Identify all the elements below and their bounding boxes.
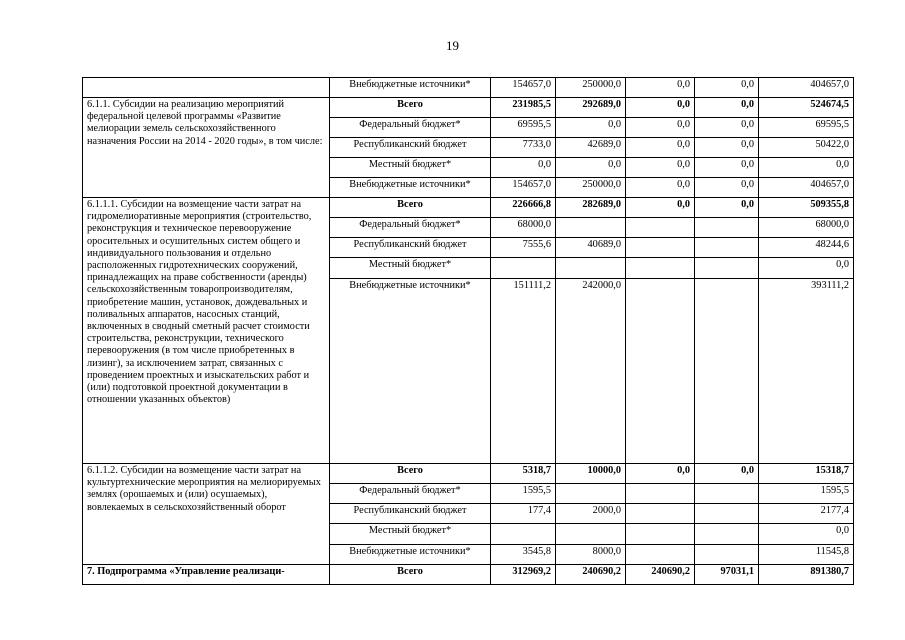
value-cell: 0,0 [695, 198, 759, 218]
source-cell: Местный бюджет* [330, 524, 491, 545]
value-cell: 231985,5 [491, 98, 556, 118]
value-cell: 0,0 [491, 158, 556, 178]
total-cell: 15318,7 [759, 464, 854, 484]
total-cell: 509355,8 [759, 198, 854, 218]
value-cell [695, 238, 759, 258]
value-cell: 5318,7 [491, 464, 556, 484]
value-cell: 0,0 [695, 138, 759, 158]
value-cell [491, 258, 556, 279]
source-cell: Местный бюджет* [330, 158, 491, 178]
total-cell: 69595,5 [759, 118, 854, 138]
total-cell: 891380,7 [759, 565, 854, 585]
value-cell: 10000,0 [556, 464, 626, 484]
value-cell: 226666,8 [491, 198, 556, 218]
value-cell: 0,0 [626, 158, 695, 178]
description-cell: 7. Подпрограмма «Управление реализаци- [83, 565, 330, 585]
value-cell [626, 279, 695, 464]
value-cell: 240690,2 [556, 565, 626, 585]
source-cell: Федеральный бюджет* [330, 118, 491, 138]
value-cell: 250000,0 [556, 78, 626, 98]
value-cell: 242000,0 [556, 279, 626, 464]
source-cell: Всего [330, 464, 491, 484]
source-cell: Всего [330, 98, 491, 118]
value-cell [626, 545, 695, 565]
source-cell: Республиканский бюджет [330, 504, 491, 524]
value-cell: 0,0 [695, 98, 759, 118]
value-cell: 0,0 [626, 198, 695, 218]
value-cell: 42689,0 [556, 138, 626, 158]
value-cell: 0,0 [626, 464, 695, 484]
description-cell: 6.1.1.1. Субсидии на возмещение части затрат на гидромелиоративные мероприятия (строительство, реконструкция и техническое перевооружение оросительных и осушительных систем общего и индивидуального пользования и отдельно расположенных гидротехнических сооружений, принадлежащих на праве собственности (аренды) сельскохозяйственным товаропроизводителям, приобретение машин, установок, дождевальных и поливальных аппаратов, насосных станций, включенных в сводный сметный расчет стоимости строительства, реконструкции, технического перевооружения (в том числе приобретенных в лизинг), за исключением затрат, связанных с проведением проектных и изыскательских работ и (или) подготовкой проектной документации в отношении указанных объектов) [83, 198, 330, 464]
source-cell: Всего [330, 198, 491, 218]
source-cell: Внебюджетные источники* [330, 178, 491, 198]
value-cell [695, 524, 759, 545]
value-cell: 250000,0 [556, 178, 626, 198]
description-cell: 6.1.1. Субсидии на реализацию мероприятий федеральной целевой программы «Развитие мелиорации земель сельскохозяйственного назначения России на 2014 - 2020 годы», в том числе: [83, 98, 330, 198]
value-cell: 0,0 [556, 158, 626, 178]
total-cell: 68000,0 [759, 218, 854, 238]
value-cell [695, 218, 759, 238]
table-row [83, 464, 854, 484]
value-cell [556, 218, 626, 238]
value-cell: 40689,0 [556, 238, 626, 258]
value-cell: 0,0 [695, 178, 759, 198]
value-cell: 0,0 [695, 118, 759, 138]
value-cell: 3545,8 [491, 545, 556, 565]
value-cell [556, 258, 626, 279]
value-cell [695, 504, 759, 524]
description-cell [83, 78, 330, 98]
total-cell: 2177,4 [759, 504, 854, 524]
value-cell: 154657,0 [491, 78, 556, 98]
value-cell [695, 545, 759, 565]
value-cell: 7733,0 [491, 138, 556, 158]
table-row [83, 565, 854, 585]
value-cell [695, 258, 759, 279]
value-cell [626, 218, 695, 238]
source-cell: Внебюджетные источники* [330, 545, 491, 565]
value-cell: 0,0 [626, 138, 695, 158]
value-cell: 1595,5 [491, 484, 556, 504]
value-cell [491, 524, 556, 545]
value-cell: 0,0 [626, 178, 695, 198]
total-cell: 48244,6 [759, 238, 854, 258]
value-cell: 0,0 [626, 78, 695, 98]
total-cell: 11545,8 [759, 545, 854, 565]
value-cell: 0,0 [626, 118, 695, 138]
value-cell [626, 504, 695, 524]
total-cell: 0,0 [759, 158, 854, 178]
total-cell: 0,0 [759, 524, 854, 545]
total-cell: 393111,2 [759, 279, 854, 464]
value-cell [695, 484, 759, 504]
value-cell [556, 524, 626, 545]
source-cell: Всего [330, 565, 491, 585]
value-cell: 151111,2 [491, 279, 556, 464]
budget-table [82, 77, 854, 585]
total-cell: 404657,0 [759, 78, 854, 98]
value-cell: 240690,2 [626, 565, 695, 585]
value-cell [626, 484, 695, 504]
value-cell: 312969,2 [491, 565, 556, 585]
source-cell: Республиканский бюджет [330, 138, 491, 158]
value-cell: 177,4 [491, 504, 556, 524]
source-cell: Внебюджетные источники* [330, 279, 491, 464]
value-cell [556, 484, 626, 504]
source-cell: Местный бюджет* [330, 258, 491, 279]
page-number: 19 [446, 38, 459, 53]
total-cell: 1595,5 [759, 484, 854, 504]
source-cell: Республиканский бюджет [330, 238, 491, 258]
table-row [83, 98, 854, 118]
value-cell: 7555,6 [491, 238, 556, 258]
total-cell: 524674,5 [759, 98, 854, 118]
value-cell: 69595,5 [491, 118, 556, 138]
value-cell: 0,0 [695, 158, 759, 178]
value-cell: 97031,1 [695, 565, 759, 585]
source-cell: Внебюджетные источники* [330, 78, 491, 98]
description-cell: 6.1.1.2. Субсидии на возмещение части затрат на культуртехнические мероприятия на мелиорируемых землях (орошаемых и (или) осушаемых), вовлекаемых в сельскохозяйственный оборот [83, 464, 330, 565]
total-cell: 0,0 [759, 258, 854, 279]
source-cell: Федеральный бюджет* [330, 218, 491, 238]
source-cell: Федеральный бюджет* [330, 484, 491, 504]
value-cell: 292689,0 [556, 98, 626, 118]
table-row [83, 198, 854, 218]
value-cell: 8000,0 [556, 545, 626, 565]
value-cell [695, 279, 759, 464]
value-cell: 154657,0 [491, 178, 556, 198]
value-cell: 2000,0 [556, 504, 626, 524]
total-cell: 50422,0 [759, 138, 854, 158]
value-cell: 282689,0 [556, 198, 626, 218]
value-cell: 68000,0 [491, 218, 556, 238]
table-row [83, 78, 854, 98]
value-cell: 0,0 [695, 78, 759, 98]
value-cell [626, 524, 695, 545]
value-cell: 0,0 [626, 98, 695, 118]
value-cell: 0,0 [556, 118, 626, 138]
value-cell: 0,0 [695, 464, 759, 484]
value-cell [626, 238, 695, 258]
total-cell: 404657,0 [759, 178, 854, 198]
value-cell [626, 258, 695, 279]
